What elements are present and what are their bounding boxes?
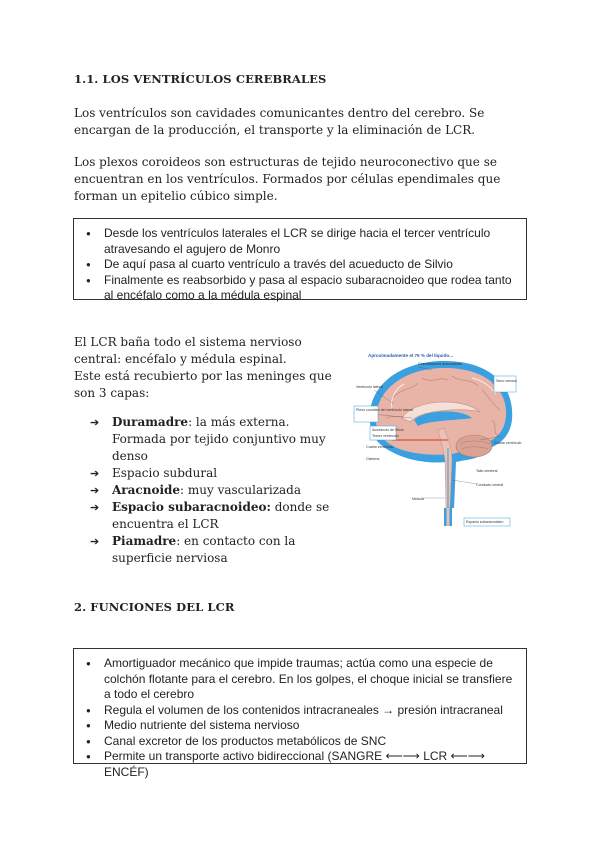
- csf-path-list: [82, 226, 516, 304]
- list-item: ➔ Aracnoide: muy vascularizada: [90, 482, 340, 499]
- figure-label: Cuarto ventrículo: [366, 445, 394, 449]
- figure-label: Granulaciones aracnoideas: [418, 362, 462, 366]
- figure-label: Espacio subaracnoideo: [466, 520, 504, 524]
- spinal-cord: [447, 508, 450, 526]
- figure-label: Tercer ventrículo: [372, 434, 399, 438]
- paragraph-ventriculos: Los ventrículos son cavidades comunicantes dentro del cerebro. Se encargan de la producción, el transporte y la eliminación de LCR.: [74, 106, 485, 137]
- paragraph-meninges: Este está recubierto por las meninges que son 3 capas:: [74, 369, 332, 400]
- section-heading-funciones: 2. FUNCIONES DEL LCR: [74, 600, 235, 614]
- list-item: ➔ Duramadre: la más externa. Formada por tejido conjuntivo muy denso: [90, 414, 340, 465]
- figure-label: Conducto central: [476, 483, 504, 487]
- figure-label: Seno venoso: [496, 379, 517, 383]
- functions-box: [73, 648, 527, 779]
- figure-label: Tallo cerebral: [476, 469, 498, 473]
- list-item: ➔ Espacio subaracnoideo: donde se encuentra el LCR: [90, 499, 340, 533]
- csf-path-box: [73, 218, 527, 300]
- list-item: ● De aquí pasa al cuarto ventrículo a través del acueducto de Silvio: [82, 257, 516, 273]
- functions-list: [82, 656, 516, 780]
- figure-label: Plexo coroideo del ventrículo lateral: [356, 408, 413, 412]
- list-item: ● Regula el volumen de los contenidos intracraneales → presión intracraneal: [82, 703, 516, 719]
- figure-caption: Aproximadamente el 75 % del líquido...: [368, 353, 454, 358]
- section-heading-ventriculos: 1.1. LOS VENTRÍCULOS CEREBRALES: [74, 72, 327, 86]
- paragraph-plexos: Los plexos coroideos son estructuras de tejido neuroconectivo que se encuentran en los ventrículos. Formados por células ependimales que forman un epitelio cúbico simple.: [74, 155, 501, 203]
- list-item: ● Finalmente es reabsorbido y pasa al espacio subaracnoideo que rodea tanto al encéfalo como a la médula espinal: [82, 273, 516, 304]
- list-item: ● Canal excretor de los productos metabólicos de SNC: [82, 734, 516, 750]
- figure-label: Ventrículo lateral: [356, 385, 383, 389]
- figure-label: Cisterna: [366, 457, 380, 461]
- list-item: ➔ Espacio subdural: [90, 465, 340, 482]
- list-item: ● Amortiguador mecánico que impide traumas; actúa como una especie de colchón flotante para el cerebro. En los golpes, el choque inicial se transfiere a todo el cerebro: [82, 656, 516, 703]
- list-item: ● Desde los ventrículos laterales el LCR se dirige hacia el tercer ventrículo atravesando el agujero de Monro: [82, 226, 516, 257]
- paragraph-lcr: El LCR baña todo el sistema nervioso central: encéfalo y médula espinal.: [74, 335, 302, 366]
- figure-label: Acueducto de Silvio: [372, 428, 404, 432]
- list-item: ● Permite un transporte activo bidireccional (SANGRE ⟵⟶ LCR ⟵⟶ ENCÉF): [82, 749, 516, 780]
- figure-label: Médula: [412, 497, 424, 501]
- cerebellum: [456, 435, 492, 457]
- list-item: ➔ Piamadre: en contacto con la superficie nerviosa: [90, 533, 340, 567]
- meninges-list: [90, 414, 340, 567]
- brain-csf-figure: [352, 348, 532, 534]
- figure-label: Cuarto ventrículo: [494, 441, 522, 445]
- list-item: ● Medio nutriente del sistema nervioso: [82, 718, 516, 734]
